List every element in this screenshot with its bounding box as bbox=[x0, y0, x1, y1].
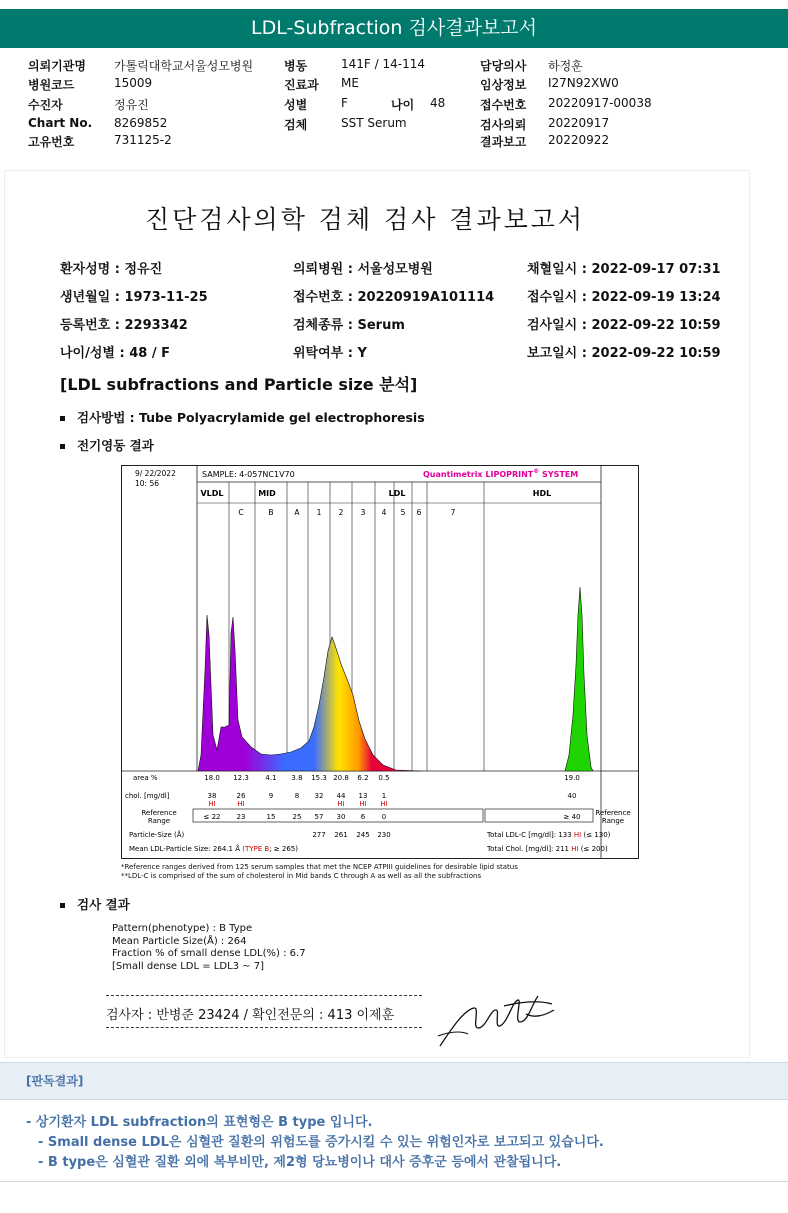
meta-value: SST Serum bbox=[341, 116, 407, 130]
patient-field: 접수일시 : 2022-09-19 13:24 bbox=[527, 290, 721, 305]
result-line: Mean Particle Size(Å) : 264 bbox=[112, 935, 247, 947]
group-label: LDL bbox=[388, 489, 406, 498]
hi-flag: HI bbox=[380, 800, 388, 808]
band-label: 2 bbox=[338, 508, 344, 517]
band-label: 5 bbox=[400, 508, 406, 517]
meta-label: 고유번호 bbox=[28, 135, 75, 149]
total-ldl-ref: (≤ 130) bbox=[581, 831, 611, 839]
hi-flag: HI bbox=[571, 845, 579, 853]
band-label: 7 bbox=[450, 508, 456, 517]
patient-field: 검체종류 : Serum bbox=[293, 318, 405, 333]
meta-value: 15009 bbox=[114, 76, 153, 90]
hi-flag: HI bbox=[237, 800, 245, 808]
band-label: A bbox=[294, 508, 300, 517]
result-title: 검사 결과 bbox=[77, 897, 130, 912]
area-value: 20.8 bbox=[333, 774, 349, 782]
ref-label: Reference bbox=[141, 809, 177, 817]
chol-value: 8 bbox=[294, 792, 300, 800]
ref-label: Range bbox=[147, 817, 171, 825]
meta-label: 성별 bbox=[284, 98, 308, 112]
band-label: 4 bbox=[381, 508, 387, 517]
result-heading bbox=[60, 895, 130, 913]
patient-field: 채혈일시 : 2022-09-17 07:31 bbox=[527, 262, 721, 277]
report-header-title: LDL-Subfraction 검사결과보고서 bbox=[0, 9, 788, 48]
meta-value: I27N92XW0 bbox=[548, 76, 619, 90]
area-value: 19.0 bbox=[564, 774, 580, 782]
patient-field: 나이/성별 : 48 / F bbox=[60, 346, 171, 361]
divider bbox=[106, 995, 422, 996]
chart-brand bbox=[423, 468, 578, 479]
meta-value: 48 bbox=[430, 96, 446, 110]
band-label: C bbox=[238, 508, 244, 517]
meta-label: 병원코드 bbox=[28, 78, 75, 92]
judgement-title: [판독결과] bbox=[26, 1074, 84, 1088]
result-line: Pattern(phenotype) : B Type bbox=[112, 923, 253, 934]
band-label: 6 bbox=[416, 508, 422, 517]
chart-notes bbox=[121, 863, 518, 881]
area-value: 15.3 bbox=[311, 774, 327, 782]
meta-label: 접수번호 bbox=[480, 98, 527, 112]
report-title: 진단검사의학 검체 검사 결과보고서 bbox=[144, 205, 586, 234]
area-value: 6.2 bbox=[357, 774, 369, 782]
chart-note: **LDL-C is comprised of the sum of cholesterol in Mid bands C through A as well as all the subfractions bbox=[121, 872, 482, 880]
area-value: 18.0 bbox=[204, 774, 220, 782]
meta-value: 하정훈 bbox=[548, 59, 583, 73]
judgement-line: - B type은 심혈관 질환 외에 복부비만, 제2형 당뇨병이나 대사 증후군 등에서 관찰됩니다. bbox=[38, 1155, 562, 1170]
patient-field: 검사일시 : 2022-09-22 10:59 bbox=[527, 318, 721, 333]
method-text: 검사방법 : Tube Polyacrylamide gel electrophoresis bbox=[77, 410, 425, 425]
meta-label: 진료과 bbox=[284, 78, 319, 92]
ref-value: 25 bbox=[292, 813, 302, 821]
meta-value: 731125-2 bbox=[114, 133, 172, 147]
meta-value: 8269852 bbox=[114, 116, 168, 130]
handwritten-signature bbox=[434, 988, 560, 1052]
bullet-icon bbox=[60, 444, 65, 449]
chol-value: 9 bbox=[268, 792, 274, 800]
meta-label: 담당의사 bbox=[480, 59, 527, 73]
judgement-line: - 상기환자 LDL subfraction의 표현형은 B type 입니다. bbox=[26, 1115, 373, 1130]
total-ldl bbox=[486, 831, 611, 839]
bullet-icon bbox=[60, 416, 65, 421]
particle-size: 261 bbox=[334, 831, 348, 839]
meta-value: 가톨릭대학교서울성모병원 bbox=[114, 59, 254, 73]
divider bbox=[106, 1027, 422, 1028]
mean-part: (TYPE B bbox=[242, 845, 270, 853]
area-value: 4.1 bbox=[265, 774, 277, 782]
meta-value: 20220922 bbox=[548, 133, 610, 147]
hi-flag: HI bbox=[359, 800, 367, 808]
particle-size: 245 bbox=[356, 831, 370, 839]
meta-value: 정유진 bbox=[114, 98, 149, 112]
mean-part: Mean LDL-Particle Size: 264.1 Å bbox=[129, 845, 243, 853]
mean-part: ; ≥ 265) bbox=[269, 845, 298, 853]
mean-size bbox=[129, 844, 298, 853]
result-block bbox=[112, 923, 306, 973]
method-line bbox=[60, 408, 425, 426]
patient-field: 접수번호 : 20220919A101114 bbox=[293, 290, 495, 305]
ref-label: Reference bbox=[595, 809, 631, 817]
group-label: HDL bbox=[532, 489, 552, 498]
chart-time: 10: 56 bbox=[135, 479, 159, 488]
result-line: Fraction % of small dense LDL(%) : 6.7 bbox=[112, 948, 306, 959]
hi-flag: HI bbox=[573, 831, 582, 839]
meta-label: 수진자 bbox=[28, 98, 63, 112]
total-chol bbox=[486, 845, 608, 853]
meta-value: ME bbox=[341, 76, 359, 90]
electro-title: 전기영동 결과 bbox=[77, 438, 154, 453]
chol-label: chol. [mg/dl] bbox=[125, 792, 170, 800]
bullet-icon bbox=[60, 903, 65, 908]
ref-value: ≥ 40 bbox=[563, 813, 581, 821]
area-value: 12.3 bbox=[233, 774, 249, 782]
area-label: area % bbox=[133, 774, 158, 782]
ref-value: 6 bbox=[360, 813, 366, 821]
meta-label: 임상정보 bbox=[480, 78, 527, 92]
meta-label: 의뢰기관명 bbox=[28, 59, 86, 73]
ref-label: Range bbox=[601, 817, 625, 825]
band-label: 1 bbox=[316, 508, 322, 517]
total-ldl-label: Total LDL-C [mg/dl]: 133 bbox=[487, 831, 574, 839]
particle-size: 277 bbox=[312, 831, 326, 839]
chart-date: 9/ 22/2022 bbox=[135, 469, 176, 478]
patient-field: 보고일시 : 2022-09-22 10:59 bbox=[527, 346, 721, 361]
chol-value: 38 bbox=[207, 792, 217, 800]
chol-value: 44 bbox=[336, 792, 346, 800]
chol-value: 1 bbox=[381, 792, 387, 800]
electro-heading bbox=[60, 436, 154, 454]
ref-value: 30 bbox=[336, 813, 346, 821]
total-chol-label: Total Chol. [mg/dl]: 211 bbox=[487, 845, 572, 853]
meta-label: Chart No. bbox=[28, 116, 93, 130]
chol-value: 40 bbox=[567, 792, 577, 800]
result-line: [Small dense LDL = LDL3 ~ 7] bbox=[112, 960, 265, 972]
meta-value: 20220917-00038 bbox=[548, 96, 652, 110]
chol-value: 26 bbox=[236, 792, 246, 800]
meta-value: 20220917 bbox=[548, 116, 610, 130]
band-label: 3 bbox=[360, 508, 366, 517]
signature-line: 검사자 : 반병준 23424 / 확인전문의 : 413 이제훈 bbox=[106, 1008, 395, 1023]
hi-flag: HI bbox=[208, 800, 216, 808]
judgement-header bbox=[0, 1062, 788, 1100]
chol-value: 13 bbox=[358, 792, 368, 800]
patient-field: 등록번호 : 2293342 bbox=[60, 318, 188, 333]
meta-label: 검체 bbox=[284, 118, 308, 132]
area-value: 3.8 bbox=[291, 774, 303, 782]
area-value: 0.5 bbox=[378, 774, 390, 782]
particle-size: 230 bbox=[377, 831, 391, 839]
ref-value: ≤ 22 bbox=[203, 813, 221, 821]
ref-value: 15 bbox=[266, 813, 276, 821]
brand-name: Quantimetrix LIPOPRINT bbox=[423, 470, 534, 479]
chart-note: *Reference ranges derived from 125 serum samples that met the NCEP ATPIII guidelines for desirable lipid status bbox=[121, 863, 518, 871]
particle-label: Particle-Size (Å) bbox=[129, 831, 185, 839]
meta-label: 검사의뢰 bbox=[480, 118, 527, 132]
ref-value: 57 bbox=[314, 813, 324, 821]
lipoprint-chart bbox=[121, 465, 639, 859]
patient-field: 위탁여부 : Y bbox=[293, 346, 367, 361]
ref-value: 0 bbox=[381, 813, 387, 821]
patient-field: 생년월일 : 1973-11-25 bbox=[60, 290, 208, 305]
meta-label: 결과보고 bbox=[480, 135, 527, 149]
brand-sup: ® bbox=[533, 468, 540, 475]
patient-field: 의뢰병원 : 서울성모병원 bbox=[293, 262, 433, 277]
total-chol-ref: (≤ 200) bbox=[578, 845, 608, 853]
meta-label: 나이 bbox=[391, 98, 415, 112]
meta-label: 병동 bbox=[284, 59, 308, 73]
meta-value: F bbox=[341, 96, 348, 110]
group-label: VLDL bbox=[200, 489, 224, 498]
chart-sample: SAMPLE: 4-057NC1V70 bbox=[202, 470, 295, 479]
hi-flag: HI bbox=[337, 800, 345, 808]
meta-value: 141F / 14-114 bbox=[341, 57, 425, 71]
chol-value: 32 bbox=[314, 792, 324, 800]
patient-field: 환자성명 : 정유진 bbox=[60, 262, 163, 277]
brand-tail: SYSTEM bbox=[539, 470, 579, 479]
group-label: MID bbox=[258, 489, 276, 498]
judgement-line: - Small dense LDL은 심혈관 질환의 위험도를 증가시킬 수 있는 위험인자로 보고되고 있습니다. bbox=[38, 1135, 604, 1150]
ref-value: 23 bbox=[236, 813, 246, 821]
band-label: B bbox=[268, 508, 274, 517]
section-title: [LDL subfractions and Particle size 분석] bbox=[60, 375, 418, 394]
